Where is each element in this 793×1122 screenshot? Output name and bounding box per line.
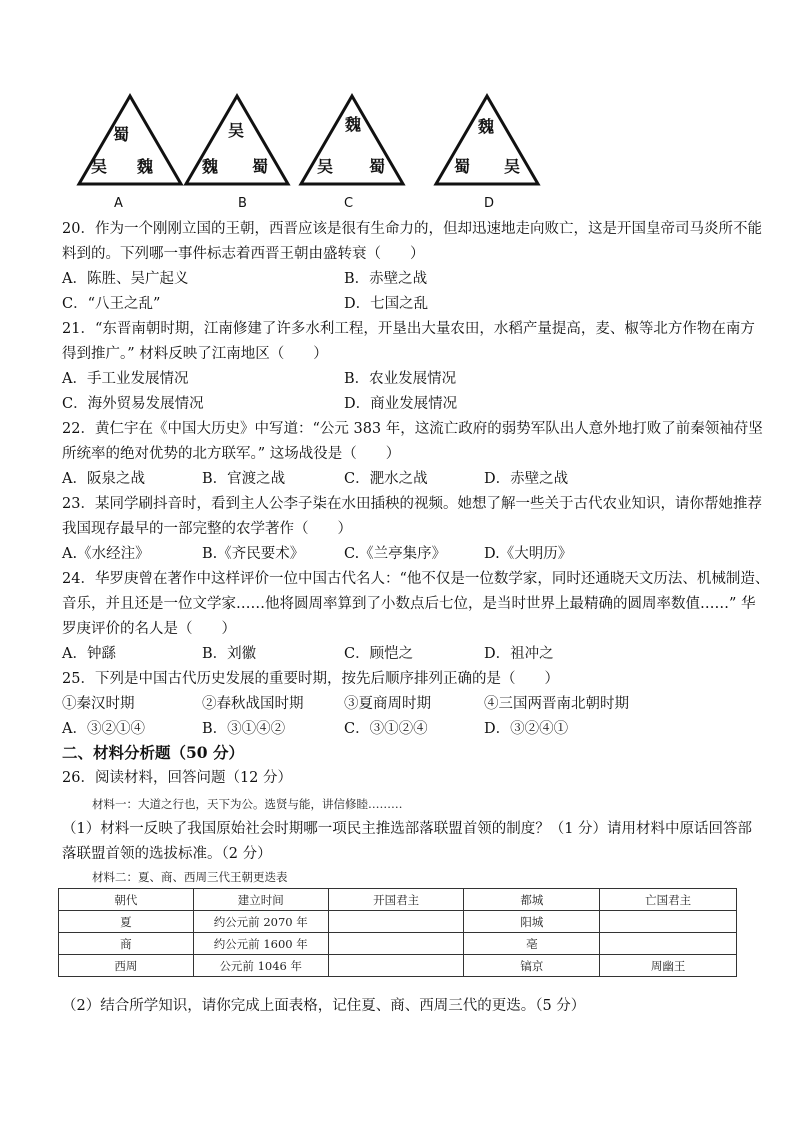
q24-option-d: D．祖冲之 <box>484 646 554 662</box>
q21-option-d: D．商业发展情况 <box>344 396 458 412</box>
table-header: 都城 <box>464 889 600 911</box>
table-header: 朝代 <box>59 889 194 911</box>
q20-stem-1: 20．作为一个刚刚立国的王朝，西晋应该是很有生命力的，但却迅速地走向败亡，这是开国皇帝司马炎所不能 <box>62 221 762 237</box>
table-cell: 公元前 1046 年 <box>193 955 328 977</box>
triangle-c <box>297 92 407 188</box>
table-cell <box>328 955 464 977</box>
q24-stem-2: 音乐，并且还是一位文学家……他将圆周率算到了小数点后七位，是当时世界上最精确的圆周率数值……” 华 <box>62 596 756 612</box>
q23-option-a: A.《水经注》 <box>62 546 150 562</box>
q20-option-b: B．赤壁之战 <box>344 271 428 287</box>
table-header: 建立时间 <box>193 889 328 911</box>
q20-option-a: A．陈胜、吴广起义 <box>62 271 189 287</box>
q23-option-c: C.《兰亭集序》 <box>344 546 447 562</box>
table-header-row <box>59 889 737 911</box>
q24-option-c: C．顾恺之 <box>344 646 414 662</box>
q21-stem-2: 得到推广。” 材料反映了江南地区（ ） <box>62 346 328 362</box>
q25-item-4: ④三国两晋南北朝时期 <box>484 696 629 712</box>
table-cell: 约公元前 1600 年 <box>193 933 328 955</box>
q25-stem: 25．下列是中国古代历史发展的重要时期，按先后顺序排列正确的是（ ） <box>62 671 559 687</box>
q24-stem-1: 24．华罗庚曾在著作中这样评价一位中国古代名人：“他不仅是一位数学家，同时还通晓天文历法、机械制造、 <box>62 571 770 587</box>
table-cell <box>600 911 737 933</box>
q25-item-1: ①秦汉时期 <box>62 696 135 712</box>
table-cell: 阳城 <box>464 911 600 933</box>
triangle-b <box>182 92 292 188</box>
q25-option-d: D．③②④① <box>484 721 569 737</box>
triangle-c-top: 魏 <box>345 115 362 134</box>
table-cell: 夏 <box>59 911 194 933</box>
q22-option-c: C．淝水之战 <box>344 471 428 487</box>
q26-sub1-line1: （1）材料一反映了我国原始社会时期哪一项民主推选部落联盟首领的制度？（1 分）请用材料中原话回答部 <box>62 821 753 837</box>
q21-option-c: C．海外贸易发展情况 <box>62 396 204 412</box>
triangle-a-left: 吴 <box>91 157 108 176</box>
triangle-b-top: 吴 <box>228 121 245 140</box>
table-cell <box>328 933 464 955</box>
section-heading: 二、材料分析题（50 分） <box>62 743 244 762</box>
q25-option-a: A．③②①④ <box>62 721 145 737</box>
q26-sub1-line2: 落联盟首领的选拔标准。（2 分） <box>62 846 272 862</box>
table-row <box>59 911 737 933</box>
triangle-b-left: 魏 <box>202 157 219 176</box>
q22-stem-1: 22．黄仁宇在《中国大历史》中写道：“公元 383 年，这流亡政府的弱势军队出人意外地打败了前秦领袖苻坚 <box>62 421 763 437</box>
q23-stem-2: 我国现存最早的一部完整的农学著作（ ） <box>62 521 352 537</box>
q24-option-b: B．刘徽 <box>202 646 257 662</box>
triangle-c-label: C <box>344 196 354 211</box>
q25-option-b: B．③①④② <box>202 721 286 737</box>
table-cell: 周幽王 <box>600 955 737 977</box>
q21-option-a: A．手工业发展情况 <box>62 371 189 387</box>
triangle-c-shape <box>297 92 407 188</box>
table-cell: 亳 <box>464 933 600 955</box>
table-header: 亡国君主 <box>600 889 737 911</box>
q22-option-b: B．官渡之战 <box>202 471 286 487</box>
q25-item-3: ③夏商周时期 <box>344 696 431 712</box>
table-cell <box>600 933 737 955</box>
dynasty-table <box>58 888 737 977</box>
q20-stem-2: 料到的。下列哪一事件标志着西晋王朝由盛转衰（ ） <box>62 246 425 262</box>
q23-stem-1: 23．某同学刷抖音时，看到主人公李子柒在水田插秧的视频。她想了解一些关于古代农业知识，请你帮她推荐 <box>62 496 762 512</box>
triangle-c-right: 蜀 <box>369 157 386 176</box>
q26-material-2: 材料二：夏、商、西周三代王朝更迭表 <box>92 870 288 884</box>
q25-item-2: ②春秋战国时期 <box>202 696 304 712</box>
q26-title: 26．阅读材料，回答问题（12 分） <box>62 770 293 786</box>
q24-stem-3: 罗庚评价的名人是（ ） <box>62 621 236 637</box>
table-row <box>59 955 737 977</box>
table-cell: 镐京 <box>464 955 600 977</box>
q23-option-d: D.《大明历》 <box>484 546 573 562</box>
q23-option-b: B.《齐民要术》 <box>202 546 305 562</box>
q22-stem-2: 所统率的绝对优势的北方联军。” 这场战役是（ ） <box>62 446 401 462</box>
q25-option-c: C．③①②④ <box>344 721 428 737</box>
q21-option-b: B．农业发展情况 <box>344 371 457 387</box>
q22-option-d: D．赤壁之战 <box>484 471 569 487</box>
triangle-a-right: 魏 <box>137 157 154 176</box>
q20-option-c: C．“八王之乱” <box>62 296 161 312</box>
q26-material-1: 材料一：大道之行也，天下为公。选贤与能，讲信修睦……… <box>92 797 403 811</box>
triangle-c-left: 吴 <box>317 157 334 176</box>
table-cell <box>328 911 464 933</box>
table-cell: 西周 <box>59 955 194 977</box>
triangle-d-left: 蜀 <box>454 157 471 176</box>
table-cell: 约公元前 2070 年 <box>193 911 328 933</box>
q21-stem-1: 21．“东晋南朝时期，江南修建了许多水利工程，开垦出大量农田，水稻产量提高，麦、椒等北方作物在南方 <box>62 321 755 337</box>
triangle-b-label: B <box>238 196 247 211</box>
triangle-d <box>432 92 542 188</box>
triangle-a-label: A <box>114 196 123 211</box>
triangle-d-top: 魏 <box>478 117 495 136</box>
q26-sub2: （2）结合所学知识，请你完成上面表格，记住夏、商、西周三代的更迭。（5 分） <box>62 998 586 1014</box>
triangle-a-top: 蜀 <box>113 125 130 144</box>
q22-option-a: A．阪泉之战 <box>62 471 145 487</box>
q24-option-a: A．钟繇 <box>62 646 116 662</box>
table-row <box>59 933 737 955</box>
triangle-d-label: D <box>484 196 495 211</box>
triangle-a <box>75 92 185 188</box>
triangle-d-right: 吴 <box>504 157 521 176</box>
triangle-d-shape <box>432 92 542 188</box>
table-header: 开国君主 <box>328 889 464 911</box>
table-cell: 商 <box>59 933 194 955</box>
q20-option-d: D．七国之乱 <box>344 296 429 312</box>
triangle-b-right: 蜀 <box>252 157 269 176</box>
